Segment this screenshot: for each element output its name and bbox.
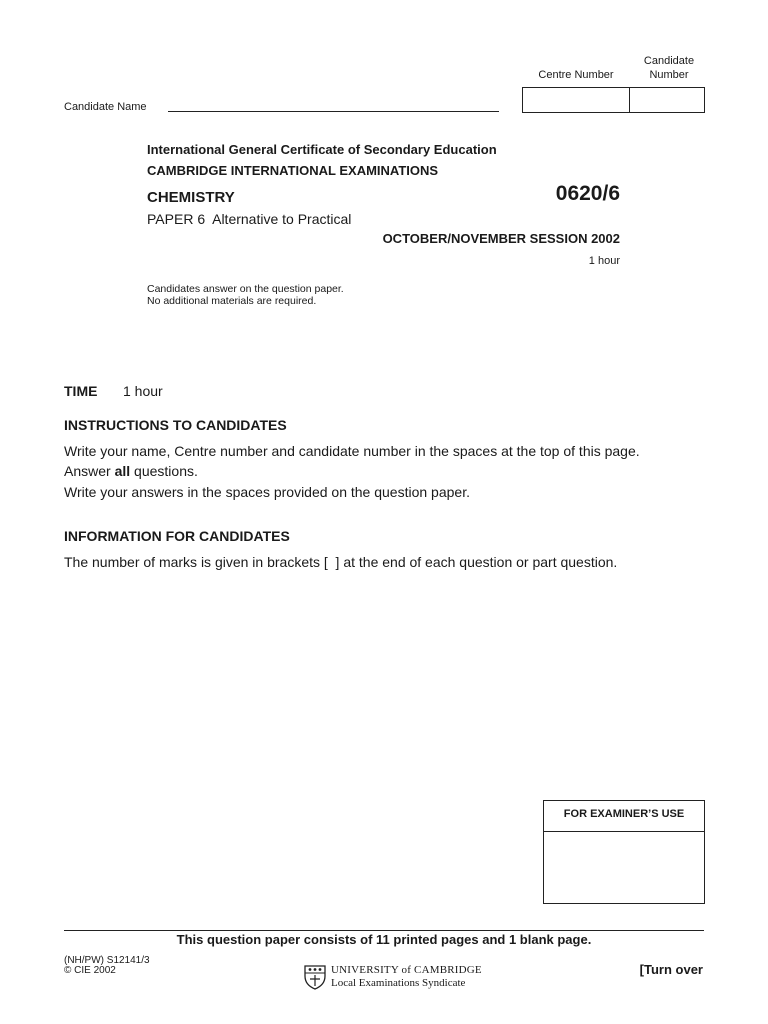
board-title: CAMBRIDGE INTERNATIONAL EXAMINATIONS	[147, 163, 439, 178]
reference-code: (NH/PW) S12141/3	[64, 955, 150, 966]
instruction-line-2-pre: Answer	[64, 463, 115, 479]
copyright-notice: © CIE 2002	[64, 965, 116, 976]
cambridge-logo	[303, 963, 482, 993]
turn-over-label: [Turn over	[639, 962, 703, 977]
materials-note-2: No additional materials are required.	[147, 295, 317, 307]
examiner-use-box	[543, 800, 705, 904]
instruction-line-3: Write your answers in the spaces provided on the question paper.	[64, 484, 470, 500]
candidate-number-label	[632, 54, 706, 82]
subject-title: CHEMISTRY	[147, 189, 235, 206]
instruction-line-1: Write your name, Centre number and candidate number in the spaces at the top of this page.	[64, 443, 640, 459]
footer-divider	[64, 930, 704, 931]
crest-icon	[303, 964, 327, 990]
duration-label: 1 hour	[588, 255, 620, 267]
information-line-1: The number of marks is given in brackets [ ] at the end of each question or part question.	[64, 554, 618, 570]
pages-note: This question paper consists of 11 printed pages and 1 blank page.	[176, 932, 592, 947]
examiner-use-heading: FOR EXAMINER’S USE	[544, 801, 704, 832]
instruction-line-2	[64, 461, 198, 481]
instruction-line-2-bold: all	[114, 463, 131, 479]
paper-title: PAPER 6 Alternative to Practical	[147, 211, 352, 227]
instruction-line-2-post: questions.	[130, 463, 198, 479]
time-label: TIME	[64, 383, 98, 399]
candidate-name-field[interactable]	[168, 111, 499, 112]
information-heading: INFORMATION FOR CANDIDATES	[64, 528, 290, 544]
paper-code: 0620/6	[555, 182, 620, 205]
qualification-title: International General Certificate of Secondary Education	[147, 142, 497, 157]
candidate-number-label-line1: Candidate	[643, 55, 695, 67]
logo-line-2: Local Examinations Syndicate	[331, 977, 466, 989]
centre-number-label: Centre Number	[538, 69, 614, 81]
candidate-number-label-line2: Number	[649, 69, 689, 81]
materials-note-1: Candidates answer on the question paper.	[147, 283, 344, 295]
candidate-number-box[interactable]	[630, 87, 705, 113]
candidate-name-label: Candidate Name	[64, 101, 147, 113]
instructions-heading: INSTRUCTIONS TO CANDIDATES	[64, 417, 287, 433]
session-label: OCTOBER/NOVEMBER SESSION 2002	[382, 231, 620, 246]
time-value: 1 hour	[123, 383, 163, 399]
centre-number-box[interactable]	[522, 87, 630, 113]
logo-line-1: UNIVERSITY of CAMBRIDGE	[331, 964, 482, 976]
